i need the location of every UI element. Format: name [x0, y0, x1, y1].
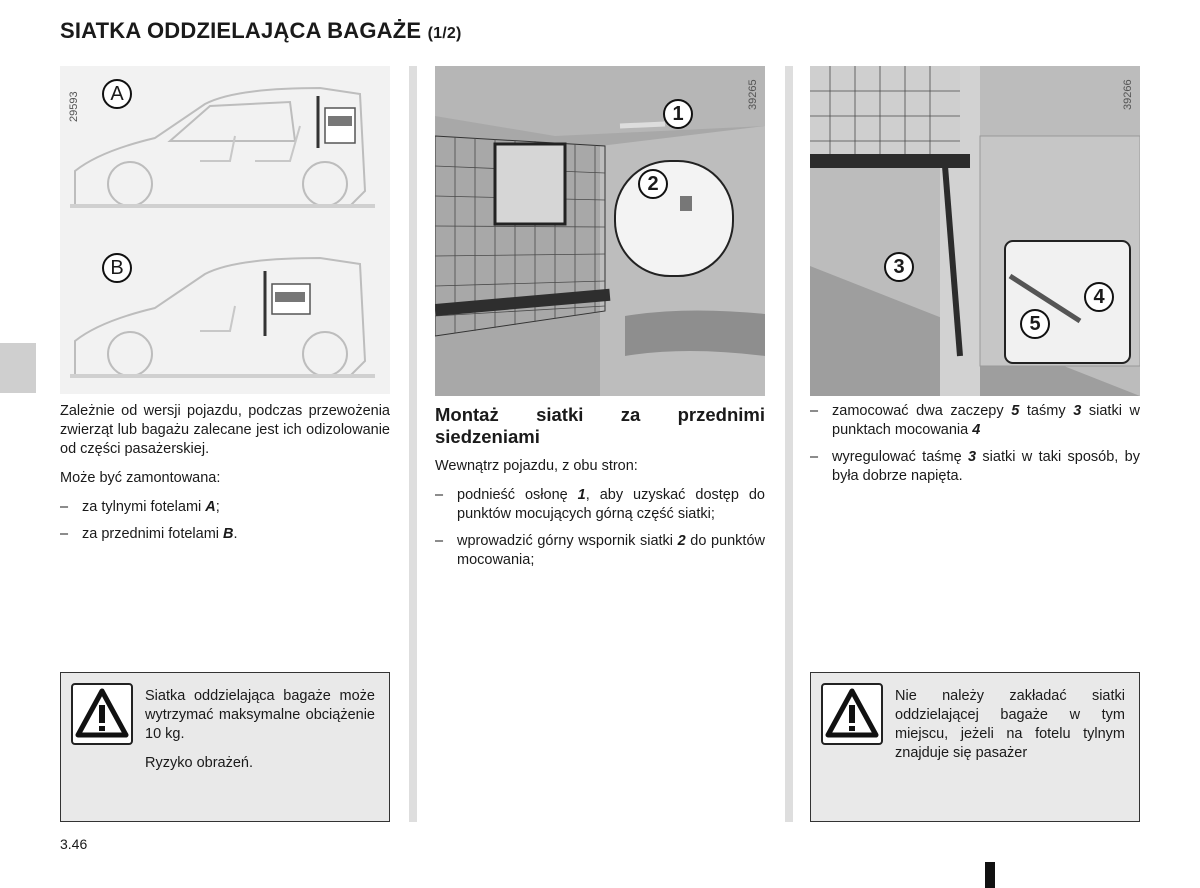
warning-text: Nie należy zakładać siatki oddzielającej bagaże w tym miejscu, jeżeli na fotelu tylnym znajduje się pasażer — [895, 688, 1125, 761]
callout-3: 3 — [884, 252, 914, 282]
warning-box-right — [810, 672, 1140, 822]
intro-paragraph: Zależnie od wersji pojazdu, podczas przewożenia zwierząt lub bagażu zalecane jest ich odizolowanie od części pasażerskiej. — [60, 403, 390, 457]
net-mounting-photo — [435, 66, 765, 396]
page-title — [60, 18, 462, 44]
column-divider-2 — [785, 66, 793, 822]
figure-number: 29593 — [68, 91, 80, 122]
figure-right — [810, 66, 1140, 396]
page-number: 3.46 — [60, 836, 88, 852]
figure-number: 39265 — [747, 79, 759, 110]
warning-icon — [821, 683, 883, 745]
column-divider-1 — [409, 66, 417, 822]
list-item: – podnieść osłonę 1, aby uzyskać dostęp do punktów mocujących górną część siatki; — [435, 487, 765, 522]
list-item: – wyregulować taśmę 3 siatki w taki sposób, by była dobrze napięta. — [810, 449, 1140, 484]
section-heading: Montaż siatki za przednimi siedzeniami — [435, 404, 765, 447]
page-title-sub: (1/2) — [427, 25, 462, 42]
label-b: B — [102, 253, 132, 283]
figure-number: 39266 — [1122, 79, 1134, 110]
mount-options-list — [60, 498, 390, 544]
page-title-main: SIATKA ODDZIELAJĄCA BAGAŻE — [60, 18, 422, 43]
list-item: – za przednimi fotelami B. — [60, 526, 238, 542]
figure-middle — [435, 66, 765, 396]
section-intro: Wewnątrz pojazdu, z obu stron: — [435, 458, 638, 474]
label-a: A — [102, 79, 132, 109]
figure-left — [60, 66, 390, 394]
strap-fixing-photo — [810, 66, 1140, 396]
list-item: – za tylnymi fotelami A; — [60, 499, 220, 515]
list-item: – zamocować dwa zaczepy 5 taśmy 3 siatki w punktach mocowania 4 — [810, 403, 1140, 438]
column-2-text — [435, 404, 765, 578]
page-edge-mark — [985, 862, 995, 888]
chapter-tab — [0, 343, 36, 393]
callout-2: 2 — [638, 169, 668, 199]
warning-text: Siatka oddzielająca bagaże może wytrzymać maksymalne obciążenie 10 kg. Ryzyko obrażeń. — [145, 688, 375, 771]
column-3-text — [810, 402, 1140, 494]
steps-list — [435, 486, 765, 570]
steps-list-continued — [810, 402, 1140, 486]
mount-paragraph: Może być zamontowana: — [60, 470, 221, 486]
column-1-text — [60, 402, 390, 552]
callout-1: 1 — [663, 99, 693, 129]
callout-4: 4 — [1084, 282, 1114, 312]
car-diagram-illustration — [60, 66, 390, 394]
list-item: – wprowadzić górny wspornik siatki 2 do punktów mocowania; — [435, 533, 765, 568]
warning-box-left — [60, 672, 390, 822]
callout-5: 5 — [1020, 309, 1050, 339]
warning-icon — [71, 683, 133, 745]
